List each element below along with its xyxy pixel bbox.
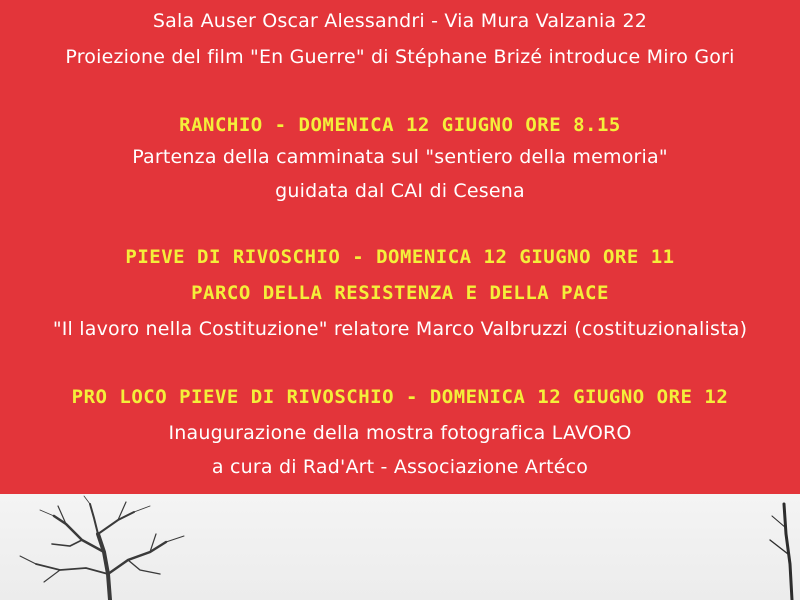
pieve-line-1: "Il lavoro nella Costituzione" relatore Marco Valbruzzi (costituzionalista): [52, 318, 748, 340]
pieve-heading-2: PARCO DELLA RESISTENZA E DELLA PACE: [191, 282, 609, 304]
proloco-line-2: a cura di Rad'Art - Associazione Artéco: [211, 456, 589, 478]
ranchio-heading: RANCHIO - DOMENICA 12 GIUGNO ORE 8.15: [179, 114, 621, 136]
proloco-line-1: Inaugurazione della mostra fotografica LAVORO: [168, 422, 632, 444]
pieve-heading-1: PIEVE DI RIVOSCHIO - DOMENICA 12 GIUGNO ORE 11: [125, 246, 675, 268]
ranchio-line-2: guidata dal CAI di Cesena: [275, 180, 525, 202]
tree-photo: [0, 494, 800, 600]
cesena-venue-text: Sala Auser Oscar Alessandri - Via Mura Valzania 22: [152, 10, 648, 32]
bare-tree-icon: [0, 494, 800, 600]
cesena-description-text: Proiezione del film "En Guerre" di Stéphane Brizé introduce Miro Gori: [65, 46, 735, 68]
ranchio-line-1: Partenza della camminata sul "sentiero della memoria": [132, 146, 668, 168]
proloco-heading: PRO LOCO PIEVE DI RIVOSCHIO - DOMENICA 12 GIUGNO ORE 12: [71, 386, 729, 408]
